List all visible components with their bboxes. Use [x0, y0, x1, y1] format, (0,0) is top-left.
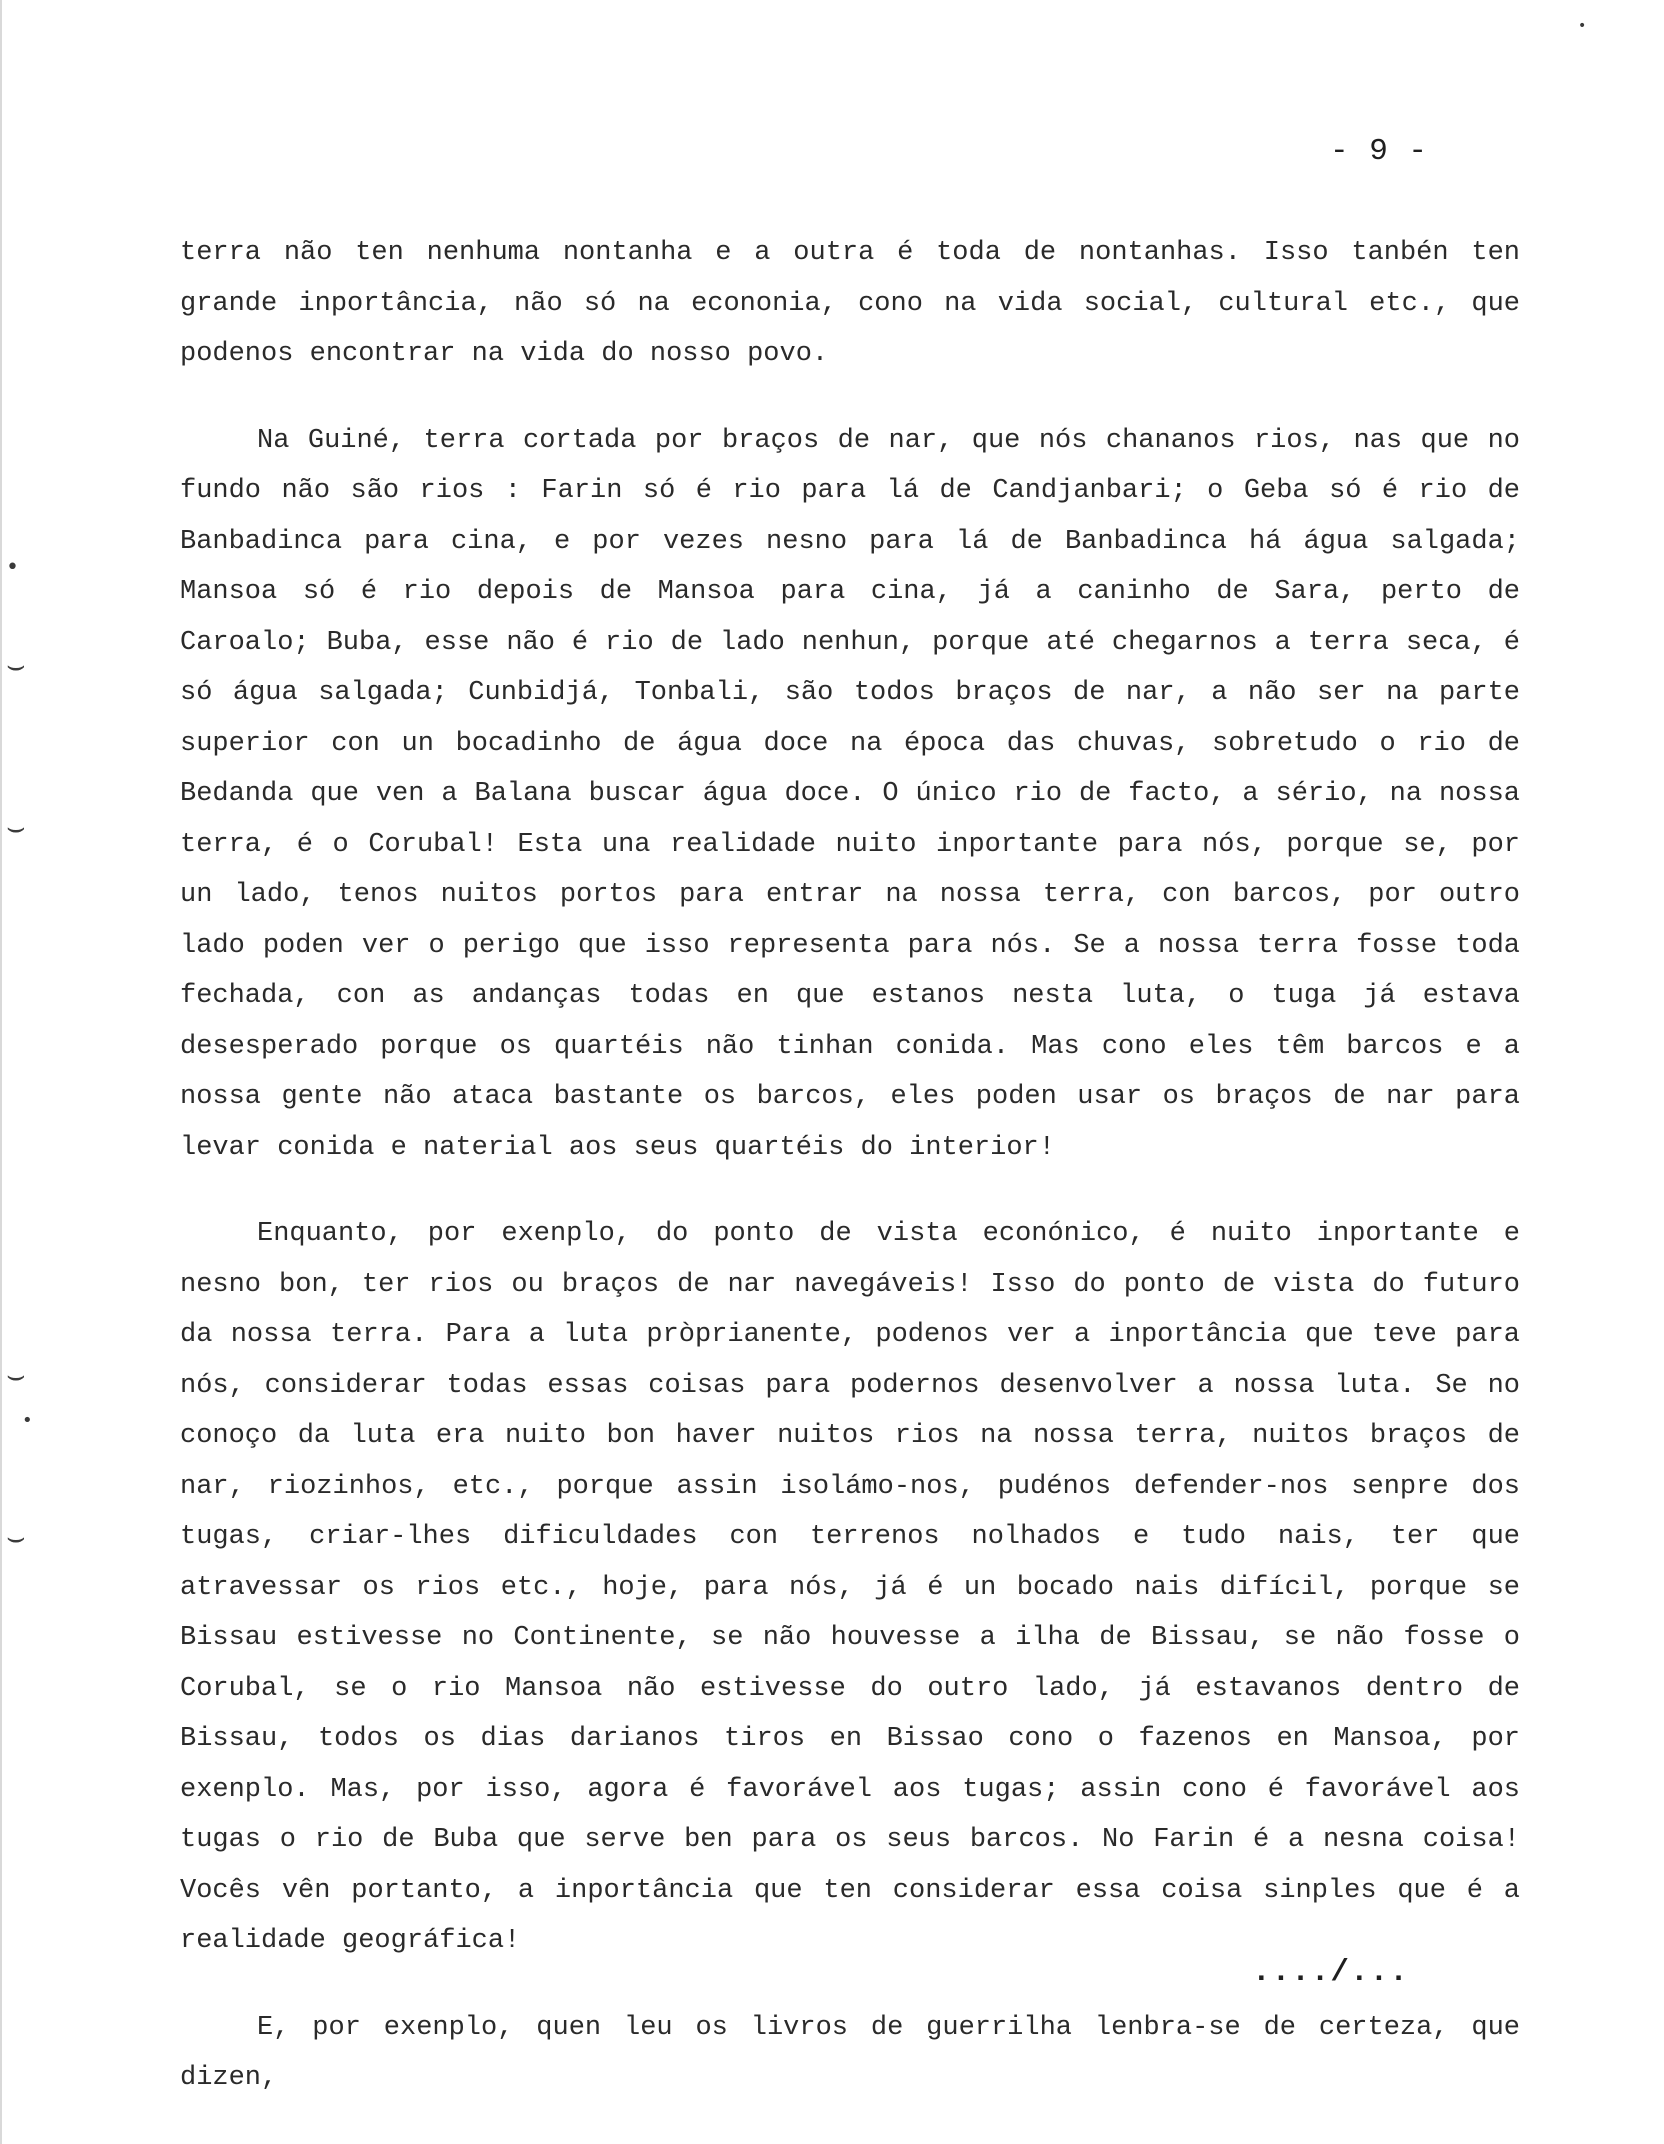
paragraph: terra não ten nenhuma nontanha e a outra é toda de nontanhas. Isso tanbén ten grande inportância, não só na econonia, cono na vida social, cultural etc., que podenos encontrar na vida do nosso povo.: [180, 238, 1520, 369]
paragraph: Enquanto, por exenplo, do ponto de vista econónico, é nuito inportante e nesno bon, ter rios ou braços de nar navegáveis! Isso do ponto de vista do futuro da nossa terra. Para a luta pròprianente, podenos ver a inportância que teve para nós, considerar todas essas coisas para podernos desenvolver a nossa luta. Se no conoço da luta era nuito bon haver nuitos rios na nossa terra, nuitos braços de nar, riozinhos, etc., porque assin isolámo-nos, pudénos defender-nos senpre dos tugas, criar-lhes dificuldades con terrenos nolhados e tudo nais, ter que atravessar os rios etc., hoje, para nós, já é un bocado nais difícil, porque se Bissau estivesse no Continente, se não houvesse a ilha de Bissau, se não fosse o Corubal, se o rio Mansoa não estivesse do outro lado, já estavanos dentro de Bissau, todos os dias darianos tiros en Bissao cono o fazenos en Mansoa, por exenplo. Mas, por isso, agora é favorável aos tugas; assin cono é favorável aos tugas o rio de Buba que serve ben para os seus barcos. No Farin é a nesna coisa! Vocês vên portanto, a inportância que ten considerar essa coisa sinples que é a realidade geográfica!: [180, 1219, 1520, 1956]
scan-edge: [0, 0, 2, 2144]
scan-speck: •: [1578, 18, 1587, 34]
binding-mark: ⌣: [6, 1520, 26, 1555]
continuation-marker: ..../...: [1252, 1955, 1409, 1990]
binding-mark: ⌣: [6, 810, 26, 845]
paragraph: Na Guiné, terra cortada por braços de nar, que nós chananos rios, nas que no fundo não são rios : Farin só é rio para lá de Candjanbari; o Geba só é rio de Banbadinca para cina, e por vezes nesno para lá de Banbadinca há água salgada; Mansoa só é rio depois de Mansoa para cina, já a caninho de Sara, perto de Caroalo; Buba, esse não é rio de lado nenhun, porque até chegarnos a terra seca, é só água salgada; Cunbidjá, Tonbali, são todos braços de nar, a não ser na parte superior con un bocadinho de água doce na época das chuvas, sobretudo o rio de Bedanda que ven a Balana buscar água doce. O único rio de facto, a sério, na nossa terra, é o Corubal! Esta una realidade nuito inportante para nós, porque se, por un lado, tenos nuitos portos para entrar na nossa terra, con barcos, por outro lado poden ver o perigo que isso representa para nós. Se a nossa terra fosse toda fechada, con as andanças todas en que estanos nesta luta, o tuga já estava desesperado porque os quartéis não tinhan conida. Mas cono eles têm barcos e a nossa gente não ataca bastante os barcos, eles poden usar os braços de nar para levar conida e naterial aos seus quartéis do interior!: [180, 425, 1520, 1163]
binding-mark: ⌣: [6, 1358, 26, 1393]
paragraph: E, por exenplo, quen leu os livros de guerrilha lenbra-se de certeza, que dizen,: [180, 2012, 1520, 2093]
body-text: [180, 228, 1520, 2104]
binding-mark: •: [6, 555, 19, 580]
page-number: - 9 -: [1330, 134, 1429, 169]
binding-mark: •: [22, 1410, 33, 1431]
binding-mark: ⌣: [6, 648, 26, 683]
